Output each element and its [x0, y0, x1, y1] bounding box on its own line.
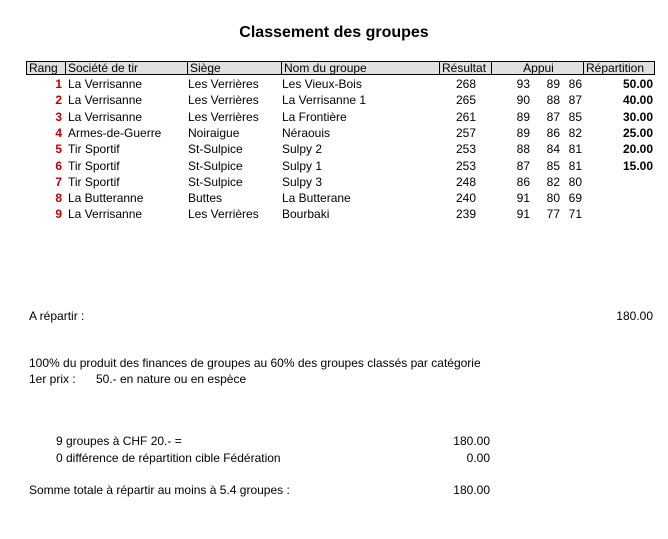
cell-appui-3: 80 — [568, 174, 582, 189]
cell-rang: 6 — [55, 158, 62, 173]
cell-siege: Buttes — [188, 191, 223, 206]
cell-appui-2: 77 — [546, 207, 560, 222]
cell-resultat: 261 — [455, 109, 476, 124]
cell-appui-2: 85 — [546, 158, 560, 173]
cell-rang: 1 — [55, 77, 62, 91]
cell-appui-1: 91 — [516, 207, 530, 222]
cell-groupe: Bourbaki — [282, 207, 330, 222]
cell-rang: 2 — [55, 93, 62, 108]
cell-resultat: 265 — [455, 93, 476, 108]
cell-repartition: 50.00 — [622, 77, 653, 91]
cell-siege: Noiraigue — [188, 125, 240, 140]
cell-groupe: La Butterane — [282, 191, 351, 206]
table-row — [26, 141, 655, 157]
cell-rang: 9 — [55, 207, 62, 222]
summary-total-label: Somme totale à répartir au moins à 5.4 groupes : — [29, 483, 290, 497]
summary-groups-value: 180.00 — [453, 434, 490, 448]
cell-rang: 8 — [55, 191, 62, 206]
cell-appui-3: 81 — [568, 142, 582, 157]
cell-repartition: 25.00 — [622, 125, 653, 140]
cell-societe: Armes-de-Guerre — [68, 125, 162, 140]
cell-groupe: La Frontière — [282, 109, 347, 124]
cell-rang: 5 — [55, 142, 62, 157]
cell-resultat: 248 — [455, 174, 476, 189]
cell-appui-3: 69 — [568, 191, 582, 206]
note-prix-value: 50.- en nature ou en espèce — [96, 372, 247, 386]
cell-repartition: 15.00 — [622, 158, 653, 173]
table-row — [26, 76, 655, 92]
cell-resultat: 239 — [455, 207, 476, 222]
header-siege: Siège — [187, 62, 281, 74]
table-row — [26, 190, 655, 206]
cell-groupe: Sulpy 1 — [282, 158, 323, 173]
cell-repartition: 30.00 — [622, 109, 653, 124]
cell-groupe: Sulpy 2 — [282, 142, 323, 157]
cell-siege: St-Sulpice — [188, 174, 243, 189]
cell-appui-1: 93 — [516, 77, 530, 91]
table-row — [26, 125, 655, 141]
note-prix-label: 1er prix : — [29, 372, 76, 386]
cell-groupe: Néraouis — [282, 125, 331, 140]
summary-diff-value: 0.00 — [466, 451, 490, 465]
cell-appui-1: 90 — [516, 93, 530, 108]
cell-appui-3: 87 — [568, 93, 582, 108]
header-societe: Société de tir — [65, 62, 187, 74]
summary-diff-label: 0 différence de répartition cible Fédération — [56, 451, 281, 465]
cell-groupe: Les Vieux-Bois — [282, 77, 362, 91]
cell-repartition: 40.00 — [622, 93, 653, 108]
repartir-label: A répartir : — [29, 309, 85, 323]
cell-appui-1: 87 — [516, 158, 530, 173]
cell-societe: La Verrisanne — [68, 109, 143, 124]
cell-appui-1: 91 — [516, 191, 530, 206]
cell-societe: La Verrisanne — [68, 93, 143, 108]
cell-societe: La Butteranne — [68, 191, 144, 206]
summary-groups-label: 9 groupes à CHF 20.- = — [56, 434, 182, 448]
cell-siege: Les Verrières — [188, 77, 259, 91]
cell-appui-1: 89 — [516, 109, 530, 124]
cell-societe: La Verrisanne — [68, 77, 143, 91]
cell-siege: Les Verrières — [188, 109, 259, 124]
cell-appui-2: 86 — [546, 125, 560, 140]
header-resultat: Résultat — [439, 62, 491, 74]
header-rang: Rang — [29, 61, 58, 75]
cell-rang: 7 — [55, 174, 62, 189]
cell-appui-3: 86 — [568, 77, 582, 91]
cell-appui-2: 80 — [546, 191, 560, 206]
cell-societe: Tir Sportif — [68, 142, 120, 157]
table-header — [26, 61, 655, 75]
cell-siege: St-Sulpice — [188, 142, 243, 157]
cell-appui-2: 82 — [546, 174, 560, 189]
cell-appui-1: 86 — [516, 174, 530, 189]
cell-appui-1: 89 — [516, 125, 530, 140]
note-line-1: 100% du produit des finances de groupes au 60% des groupes classés par catégorie — [29, 356, 481, 370]
cell-societe: Tir Sportif — [68, 174, 120, 189]
cell-resultat: 253 — [455, 142, 476, 157]
cell-appui-2: 88 — [546, 93, 560, 108]
cell-appui-2: 89 — [546, 77, 560, 91]
cell-rang: 3 — [55, 109, 62, 124]
cell-resultat: 268 — [455, 77, 476, 91]
cell-appui-3: 82 — [568, 125, 582, 140]
table-row — [26, 109, 655, 125]
cell-appui-1: 88 — [516, 142, 530, 157]
cell-appui-3: 85 — [568, 109, 582, 124]
cell-rang: 4 — [55, 125, 62, 140]
cell-appui-3: 81 — [568, 158, 582, 173]
cell-repartition: 20.00 — [622, 142, 653, 157]
cell-resultat: 240 — [455, 191, 476, 206]
cell-siege: Les Verrières — [188, 93, 259, 108]
cell-appui-2: 87 — [546, 109, 560, 124]
cell-resultat: 257 — [455, 125, 476, 140]
table-row — [26, 206, 655, 222]
table-row — [26, 92, 655, 108]
cell-resultat: 253 — [455, 158, 476, 173]
cell-appui-2: 84 — [546, 142, 560, 157]
cell-siege: Les Verrières — [188, 207, 259, 222]
page-title: Classement des groupes — [239, 24, 429, 41]
table-row — [26, 174, 655, 190]
repartir-value: 180.00 — [616, 309, 653, 323]
cell-societe: La Verrisanne — [68, 207, 143, 222]
cell-groupe: La Verrisanne 1 — [282, 93, 367, 108]
header-groupe: Nom du groupe — [281, 62, 439, 74]
header-repartition: Répartition — [583, 62, 655, 74]
cell-siege: St-Sulpice — [188, 158, 243, 173]
cell-appui-3: 71 — [568, 207, 582, 222]
cell-societe: Tir Sportif — [68, 158, 120, 173]
summary-total-value: 180.00 — [453, 483, 490, 497]
cell-groupe: Sulpy 3 — [282, 174, 323, 189]
header-appui: Appui — [491, 62, 583, 74]
table-row — [26, 158, 655, 174]
